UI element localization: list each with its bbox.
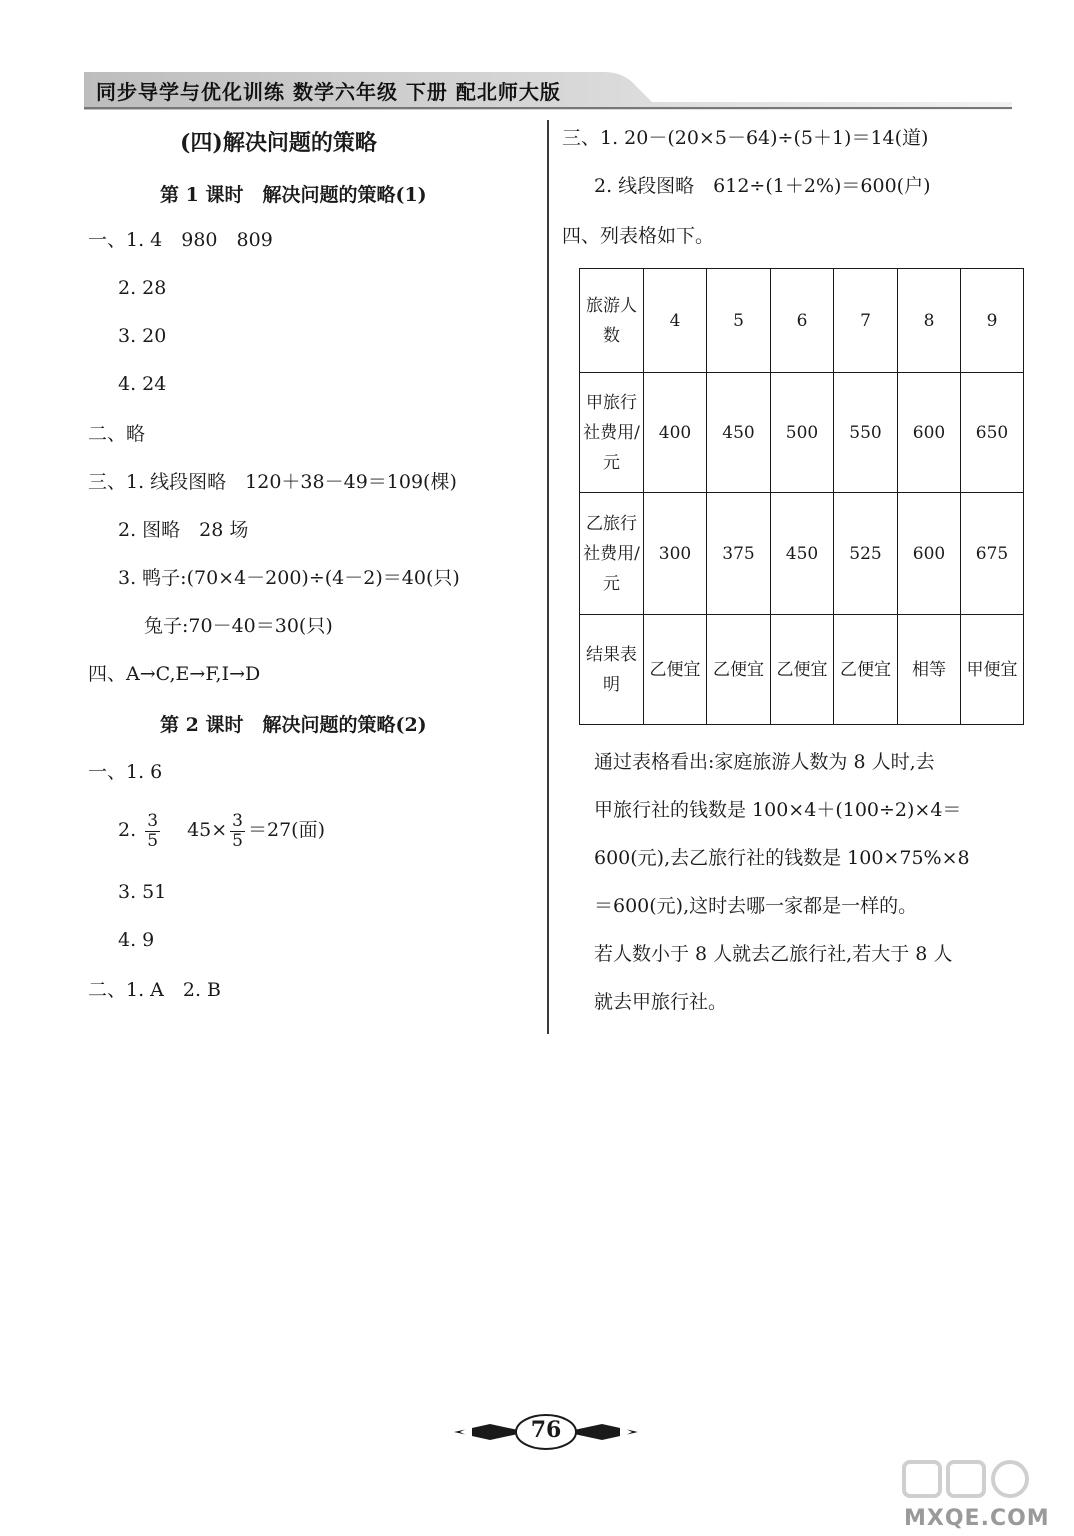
table-row	[580, 615, 1024, 725]
table-cell: 400	[644, 373, 707, 493]
answer-line: 四、列表格如下。	[562, 225, 715, 247]
table-cell: 乙便宜	[644, 615, 707, 725]
row-header: 乙旅行社费用/元	[580, 493, 644, 615]
table-cell: 650	[961, 373, 1024, 493]
table-cell: 4	[644, 269, 707, 373]
answer-line: 四、A→C,E→F,I→D	[88, 663, 261, 685]
table-cell: 6	[771, 269, 834, 373]
header-title: 同步导学与优化训练 数学六年级 下册 配北师大版	[96, 80, 561, 104]
table-cell: 9	[961, 269, 1024, 373]
explanation-line: 通过表格看出:家庭旅游人数为 8 人时,去	[594, 751, 935, 773]
answer-line: 2. 图略 28 场	[118, 519, 249, 541]
table-cell: 相等	[898, 615, 961, 725]
explanation-line: 就去甲旅行社。	[594, 991, 728, 1013]
fraction-numerator: 3	[232, 810, 243, 831]
explanation-line: 600(元),去乙旅行社的钱数是 100×75%×8	[594, 847, 970, 869]
table-cell: 300	[644, 493, 707, 615]
answer-line: 3. 51	[118, 881, 167, 903]
section-title: (四)解决问题的策略	[180, 130, 377, 156]
answer-line: 2. 线段图略 612÷(1＋2%)＝600(户)	[594, 175, 931, 197]
answer-line: 3. 鸭子:(70×4－200)÷(4－2)＝40(只)	[118, 567, 460, 589]
table-cell: 375	[707, 493, 771, 615]
table-row	[580, 269, 1024, 373]
fee-comparison-table	[579, 268, 1024, 725]
answer-line: 三、1. 20－(20×5－64)÷(5＋1)＝14(道)	[562, 127, 929, 149]
page-number: 76	[530, 1417, 562, 1443]
table-cell: 525	[834, 493, 898, 615]
fraction	[145, 812, 160, 851]
answer-line: 4. 9	[118, 929, 155, 951]
table-cell: 600	[898, 493, 961, 615]
table-row	[580, 493, 1024, 615]
table-cell: 450	[771, 493, 834, 615]
table-cell: 675	[961, 493, 1024, 615]
expression-part: 45×	[187, 819, 228, 841]
table-row	[580, 373, 1024, 493]
table-cell: 8	[898, 269, 961, 373]
column-divider	[547, 120, 549, 1034]
answer-line: 二、略	[88, 423, 146, 445]
watermark-text: MXQE.COM	[904, 1506, 1050, 1531]
lesson2-title: 第 2 课时 解决问题的策略(2)	[160, 714, 427, 736]
table-cell: 乙便宜	[771, 615, 834, 725]
table-cell: 550	[834, 373, 898, 493]
answer-line: 4. 24	[118, 373, 167, 395]
fraction	[230, 812, 245, 851]
answer-line: 兔子:70－40＝30(只)	[144, 615, 333, 637]
expression-result: ＝27(面)	[248, 819, 326, 841]
fraction-numerator: 3	[147, 810, 159, 831]
answer-line-fraction	[118, 808, 325, 852]
answer-line: 二、1. A 2. B	[88, 979, 222, 1001]
answer-line: 三、1. 线段图略 120＋38－49＝109(棵)	[88, 471, 457, 493]
table-cell: 乙便宜	[834, 615, 898, 725]
answer-line: 2. 28	[118, 277, 167, 299]
answer-line: 一、1. 4 980 809	[88, 229, 273, 251]
row-header: 结果表明	[580, 615, 644, 725]
answer-line: 3. 20	[118, 325, 167, 347]
explanation-line: 甲旅行社的钱数是 100×4＋(100÷2)×4＝	[594, 799, 962, 821]
answer-line: 一、1. 6	[88, 761, 163, 783]
row-header: 旅游人数	[580, 269, 644, 373]
lesson1-title: 第 1 课时 解决问题的策略(1)	[160, 184, 427, 206]
row-header: 甲旅行社费用/元	[580, 373, 644, 493]
table-cell: 乙便宜	[707, 615, 771, 725]
table-cell: 5	[707, 269, 771, 373]
fraction-denominator: 5	[147, 830, 159, 851]
table-cell: 450	[707, 373, 771, 493]
table-cell: 500	[771, 373, 834, 493]
answer-prefix: 2.	[118, 819, 137, 841]
explanation-line: ＝600(元),这时去哪一家都是一样的。	[594, 895, 918, 917]
table-cell: 甲便宜	[961, 615, 1024, 725]
table-cell: 7	[834, 269, 898, 373]
table-cell: 600	[898, 373, 961, 493]
fraction-denominator: 5	[232, 830, 243, 851]
explanation-line: 若人数小于 8 人就去乙旅行社,若大于 8 人	[594, 943, 953, 965]
